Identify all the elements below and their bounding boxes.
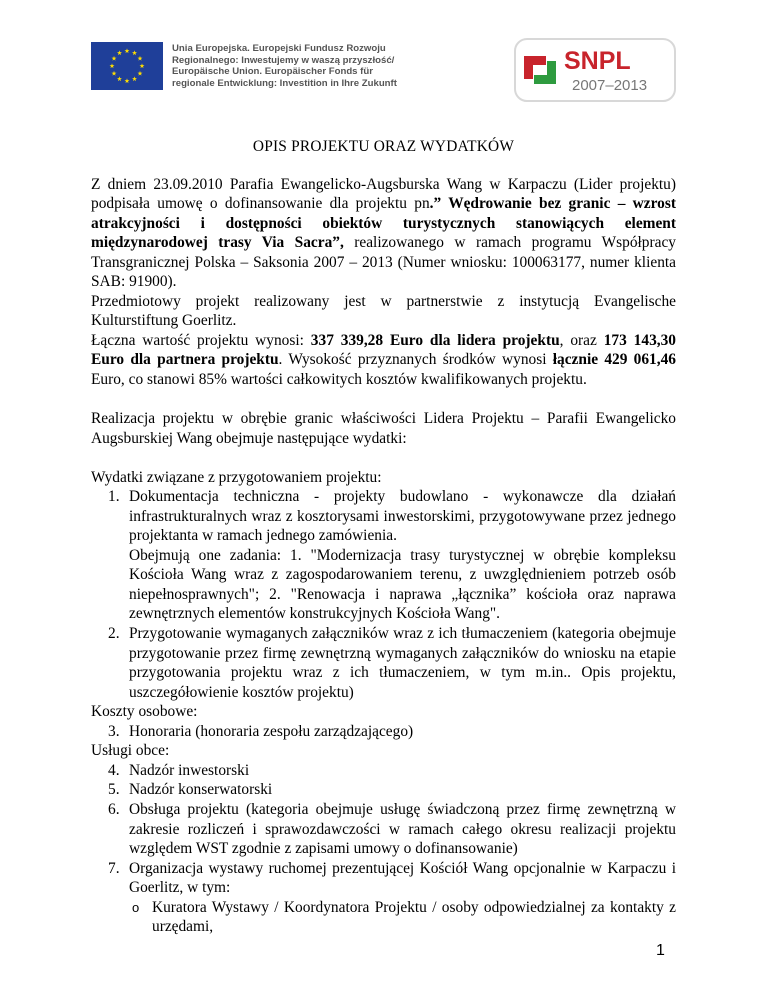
page-number: 1 bbox=[656, 942, 665, 959]
paragraph-partnership: Przedmiotowy projekt realizowany jest w partnerstwie z instytucją Evangelische Kulturstiftung Goerlitz. bbox=[91, 292, 676, 330]
list-item-text: Przygotowanie wymaganych załączników wraz z ich tłumaczeniem (kategoria obejmuje przygotowanie przez firmę zewnętrzną wymaganych załączników do wniosku na etapie przygotowania projektu wraz z ich tłumaczeniem, w tym m.in.. Opis projektu, uszczegółowienie kosztów projektu) bbox=[129, 625, 676, 701]
list-item bbox=[91, 859, 676, 898]
list-item bbox=[91, 761, 676, 781]
sub-list-item bbox=[91, 898, 676, 937]
list-item bbox=[91, 624, 676, 702]
list-number: 1. bbox=[108, 488, 120, 506]
sub-list-item-text: Kuratora Wystawy / Koordynatora Projektu / osoby odpowiedzialnej za kontakty z urzędami, bbox=[152, 898, 676, 936]
snpl-logo bbox=[514, 38, 676, 102]
paragraph-agreement bbox=[91, 175, 676, 292]
text-run: Euro, co stanowi 85% wartości całkowitych kosztów kwalifikowanych projektu. bbox=[91, 371, 587, 389]
list-item-text: Nadzór inwestorski bbox=[129, 761, 250, 779]
list-number: 7. bbox=[108, 859, 120, 877]
list-item-text: Obsługa projektu (kategoria obejmuje usługę świadczoną przez firmę zewnętrzną w zakresie rozliczeń i sprawozdawczości w ramach całego okresu realizacji projektu względem WST zgodnie z zapisami umowy o dofinansowanie) bbox=[129, 800, 676, 858]
section-heading-services: Usługi obce: bbox=[91, 742, 170, 760]
list-number: 6. bbox=[108, 800, 120, 818]
page-header bbox=[0, 0, 768, 110]
section-heading-preparation: Wydatki związane z przygotowaniem projektu: bbox=[91, 468, 382, 486]
bullet-icon: o bbox=[132, 899, 140, 915]
snpl-years: 2007–2013 bbox=[572, 77, 648, 94]
project-name: .” Wędrowanie bez granic – wzrost atrakcyjności i dostępności obiektów turystycznych stanowiących element międzynarodowej trasy Via Sacra”, bbox=[91, 195, 676, 252]
list-item bbox=[91, 780, 676, 800]
list-item-text: Organizacja wystawy ruchomej prezentującej Kościół Wang opcjonalnie w Karpaczu i Goerlitz, w tym: bbox=[129, 859, 676, 897]
list-item bbox=[91, 800, 676, 859]
list-item bbox=[91, 722, 676, 742]
list-number: 3. bbox=[108, 722, 120, 740]
snpl-name: SNPL bbox=[564, 47, 631, 75]
eu-caption-line: Unia Europejska. Europejski Fundusz Rozwoju bbox=[172, 43, 386, 54]
total-amount: łącznie 429 061,46 bbox=[552, 351, 676, 369]
text-run: , oraz bbox=[559, 331, 604, 349]
section-heading-personnel: Koszty osobowe: bbox=[91, 703, 198, 721]
text-run: . Wysokość przyznanych środków wynosi bbox=[278, 351, 553, 369]
eu-caption-line: Regionalnego: Inwestujemy w waszą przyszłość/ bbox=[172, 54, 395, 66]
text-run: Łączna wartość projektu wynosi: bbox=[91, 331, 311, 349]
paragraph-value bbox=[91, 331, 676, 390]
eu-fund-caption bbox=[172, 43, 442, 89]
leader-amount: 337 339,28 Euro dla lidera projektu bbox=[310, 331, 560, 349]
document-body bbox=[91, 137, 676, 937]
text-run: Z dniem 23.09.2010 Parafia Ewangelicko-Augsburska Wang w Karpaczu (Lider projektu) podpisała umowę o dofinansowanie dla projektu pn bbox=[91, 175, 676, 213]
list-number: 4. bbox=[108, 761, 120, 779]
eu-caption-line: regionale Entwicklung: Investition in Ihre Zukunft bbox=[172, 77, 397, 89]
list-item bbox=[91, 487, 676, 546]
list-item-detail: Obejmują one zadania: 1. "Modernizacja trasy turystycznej w obrębie kompleksu Kościoła Wang wraz z zagospodarowaniem terenu, z uwzględnieniem potrzeb osób niepełnosprawnych"; 2. "Renowacja i naprawa „łącznika” kościoła oraz naprawa zewnętrznych elementów konstrukcyjnych Kościoła Wang". bbox=[129, 546, 676, 623]
partner-amount: 173 143,30 Euro dla partnera projektu bbox=[91, 331, 676, 369]
list-number: 5. bbox=[108, 781, 120, 799]
paragraph-scope: Realizacja projektu w obrębie granic właściwości Lidera Projektu – Parafii Ewangelicko Augsburskiej Wang obejmuje następujące wydatki: bbox=[91, 410, 676, 447]
list-item-text: Nadzór konserwatorski bbox=[129, 781, 273, 799]
list-number: 2. bbox=[108, 625, 120, 643]
list-item-text: Dokumentacja techniczna - projekty budowlano - wykonawcze dla działań infrastrukturalnych wraz z kosztorysami inwestorskimi, przygotowywane przez jednego projektanta w ramach jednego zamówienia. bbox=[129, 488, 676, 545]
eu-caption-line: Europäische Union. Europäischer Fonds für bbox=[172, 66, 373, 78]
list-item-text: Honoraria (honoraria zespołu zarządzającego) bbox=[129, 722, 414, 740]
text-run: realizowanego w ramach programu Współpracy Transgranicznej Polska – Saksonia 2007 – 2013 (Numer wniosku: 100063177, numer klienta SAB: 91900). bbox=[91, 234, 676, 291]
page-title: OPIS PROJEKTU ORAZ WYDATKÓW bbox=[252, 138, 515, 155]
eu-flag-logo bbox=[91, 42, 163, 90]
